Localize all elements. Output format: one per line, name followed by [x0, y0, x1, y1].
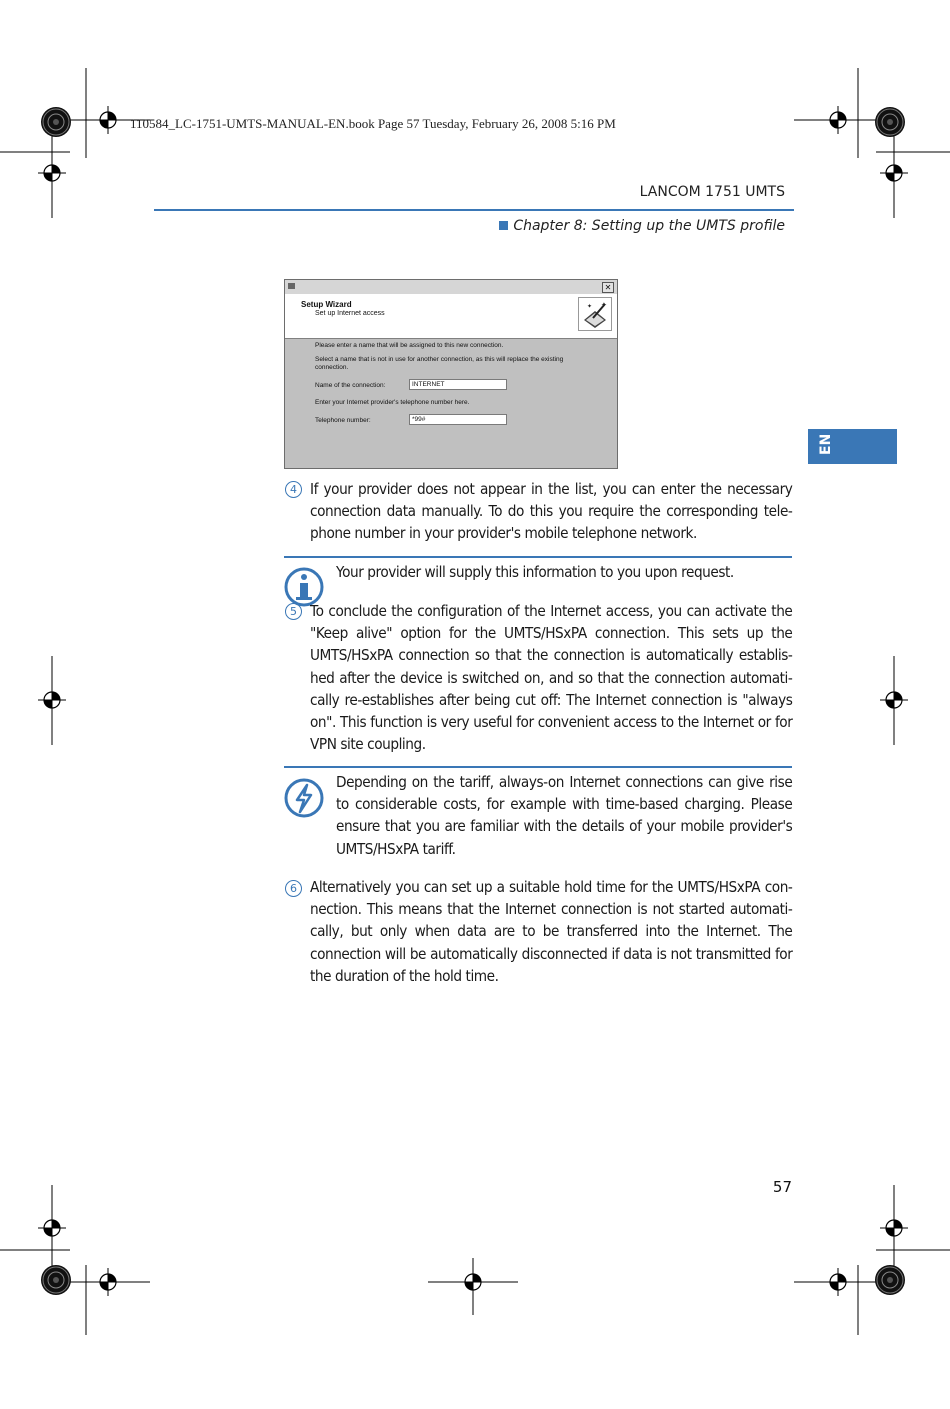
telephone-number-field: *99# [409, 414, 507, 425]
header-chapter [470, 218, 785, 234]
language-tab-label: EN [818, 433, 834, 455]
warning-note-rule [284, 766, 792, 768]
chapter-square-icon [499, 221, 508, 230]
header-product-name: LANCOM 1751 UMTS [639, 184, 785, 200]
step-5-text: To conclude the configuration of the Internet access, you can activate the "Keep alive" option for the UMTS/HSxPA connection. This sets up the UMTS/HSxPA connection so that the connection is automatically establis-hed after the device is switched on, and so that the connection automati-cally re-establishes after being cut off: The Internet connection is "always on". This function is very useful for convenient access to the Internet or for VPN site coupling. [310, 602, 793, 754]
dialog-title: Setup Wizard [301, 300, 352, 309]
dialog-text-3: Enter your Internet provider's telephone number here. [315, 399, 470, 406]
language-tab [808, 429, 897, 464]
svg-text:✦: ✦ [601, 302, 607, 309]
close-icon: ✕ [602, 282, 614, 293]
header-rule [154, 209, 794, 211]
step-number-5: 5 [285, 603, 302, 620]
warning-lightning-icon [284, 777, 326, 819]
step-number-4: 4 [285, 481, 302, 498]
wizard-wand-icon [578, 297, 612, 331]
warning-note-text: Depending on the tariff, always-on Internet connections can give rise to considerable costs, for example with time-based charging. Please ensure that you are familiar with the details of your mobile provider's UMTS/HSxPA tariff. [336, 773, 793, 858]
dialog-text-2b: connection. [315, 364, 349, 371]
svg-text:✦: ✦ [587, 304, 593, 310]
header-chapter-title: Chapter 8: Setting up the UMTS profile [513, 218, 785, 234]
dialog-text-2a: Select a name that is not in use for another connection, as this will replace the existing [315, 356, 564, 363]
dialog-subtitle: Set up Internet access [315, 310, 385, 317]
dialog-app-icon [288, 283, 295, 289]
step-6-text: Alternatively you can set up a suitable hold time for the UMTS/HSxPA con-nection. This means that the Internet connection is not started automati-cally, but only when data are to be transferred into the Internet. The connection will be automatically disconnected if data is not transmitted for the duration of the hold time. [310, 878, 793, 985]
setup-wizard-screenshot [284, 279, 618, 469]
page-number: 57 [772, 1178, 792, 1196]
dialog-text-1: Please enter a name that will be assigned to this new connection. [315, 342, 504, 349]
step-number-6: 6 [285, 880, 302, 897]
connection-name-field: INTERNET [409, 379, 507, 390]
print-file-info: 110584_LC-1751-UMTS-MANUAL-EN.book Page 57 Tuesday, February 26, 2008 5:16 PM [130, 116, 616, 131]
dialog-titlebar [285, 280, 617, 294]
connection-name-label: Name of the connection: [315, 382, 386, 389]
info-note-text: Your provider will supply this information to you upon request. [336, 563, 734, 581]
info-note-rule [284, 556, 792, 558]
step-4-text: If your provider does not appear in the list, you can enter the necessary connection data manually. To do this you require the corresponding tele-phone number in your provider's mobile telephone network. [310, 480, 793, 543]
telephone-number-label: Telephone number: [315, 417, 371, 424]
